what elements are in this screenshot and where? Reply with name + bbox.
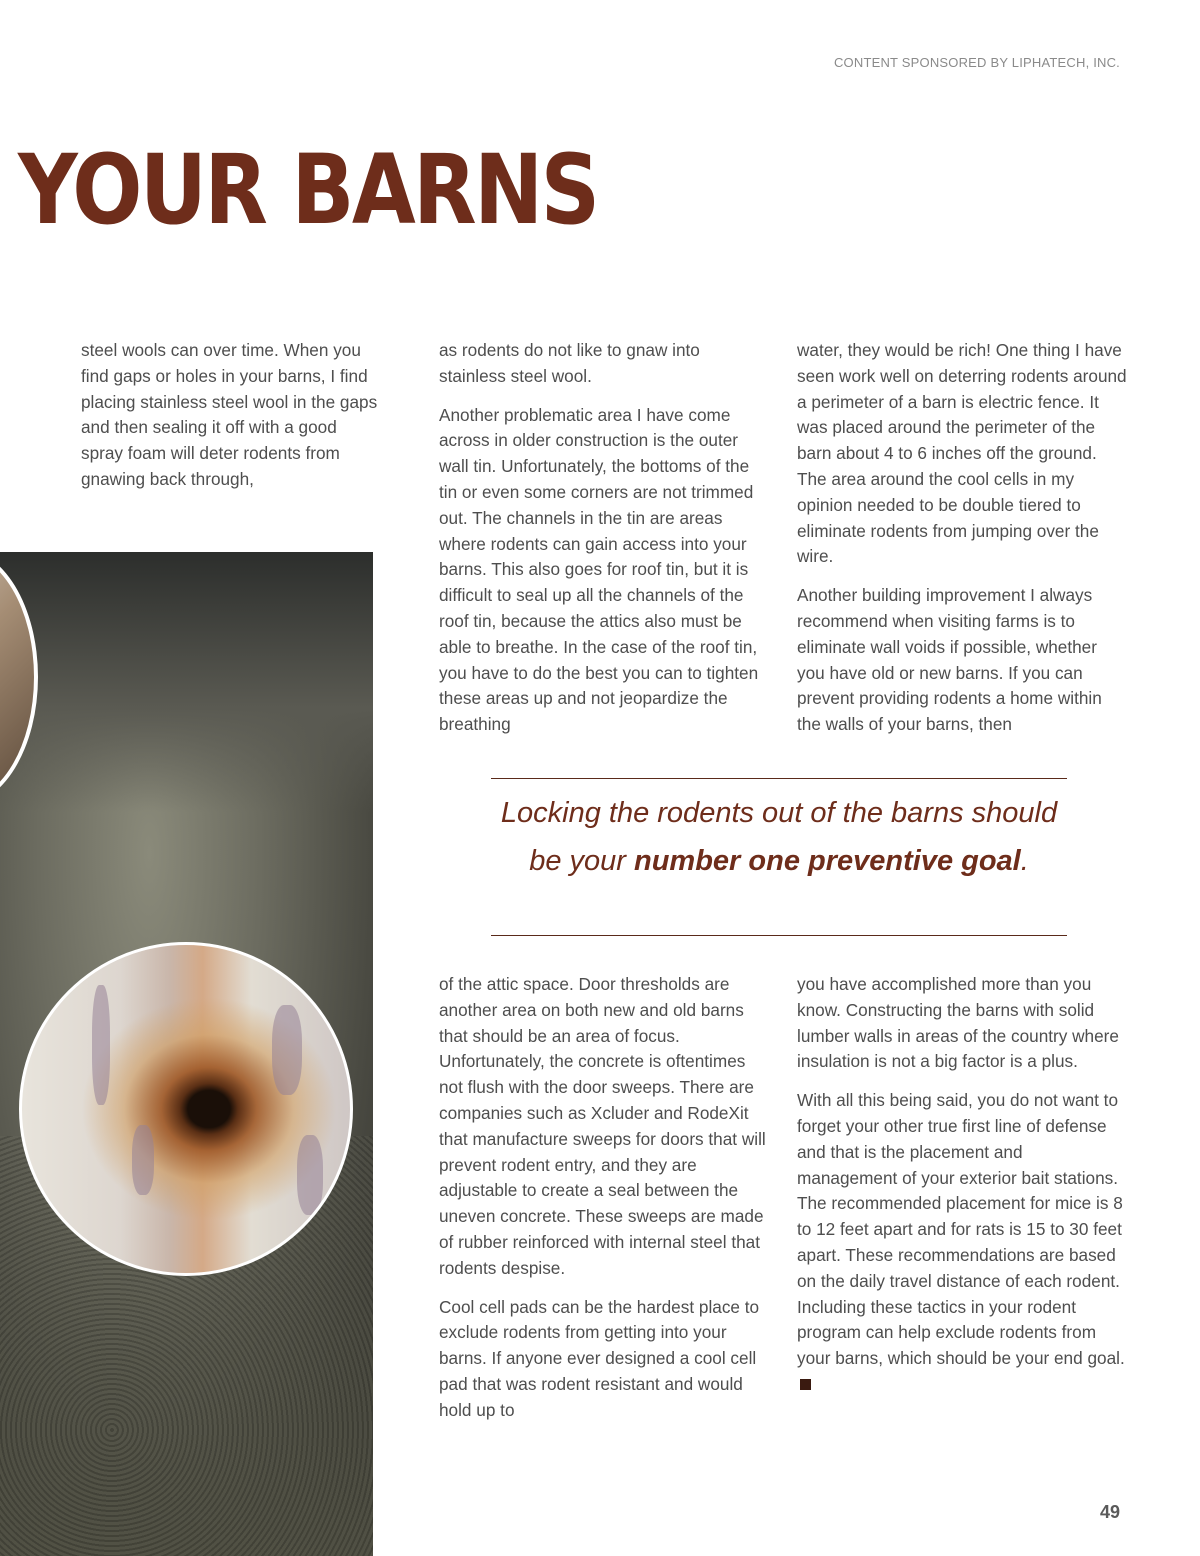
paragraph-last <box>797 1088 1127 1398</box>
page-number: 49 <box>1099 1502 1120 1522</box>
column-3-top <box>797 338 1127 751</box>
pull-quote <box>491 778 1067 936</box>
paragraph: Another building improvement I always recommend when visiting farms is to eliminate wall voids if possible, whether you have old or new barns. If you can prevent providing rodents a home within the walls of your barns, then <box>797 585 1102 735</box>
paragraph: Another problematic area I have come across in older construction is the outer wall tin. Unfortunately, the bottoms of the tin or even some corners are not trimmed out. The channels in the tin are areas where rodents can gain access into your barns. This also goes for roof tin, but it is difficult to seal up all the channels of the roof tin, because the attics also must be able to breathe. In the case of the roof tin, you have to do the best you can to tighten these areas up and not jeopardize the breathing <box>439 404 759 735</box>
column-2-top <box>439 338 769 751</box>
pull-quote-end: . <box>1020 845 1029 877</box>
paragraph: as rodents do not like to gnaw into stainless steel wool. <box>439 340 700 386</box>
paint-streak <box>297 1135 323 1215</box>
page-headline: YOUR BARNS <box>18 134 598 246</box>
paint-streak <box>132 1125 154 1195</box>
column-1-top <box>81 338 381 506</box>
pull-quote-text: Locking the rodents out of the barns should be your <box>500 797 1058 877</box>
end-mark-icon <box>800 1379 811 1390</box>
paragraph: you have accomplished more than you know. Constructing the barns with solid lumber walls in areas of the country where insulation is not a big factor is a plus. <box>797 974 1119 1072</box>
paragraph: steel wools can over time. When you find gaps or holes in your barns, I find placing stainless steel wool in the gaps and then sealing it off with a good spray foam will deter rodents from gnawing back through, <box>81 340 378 489</box>
paragraph: of the attic space. Door thresholds are another area on both new and old barns that should be an area of focus. Unfortunately, the concrete is oftentimes not flush with the door sweeps. There are companies such as Xcluder and RodeXit that manufacture sweeps for doors that will prevent rodent entry, and they are adjustable to create a seal between the uneven concrete. These sweeps are made of rubber reinforced with internal steel that rodents despise. <box>439 974 766 1278</box>
gnawed-hole-inset-photo <box>19 942 353 1276</box>
pull-quote-emphasis: number one preventive goal <box>633 845 1021 877</box>
column-3-bottom <box>797 972 1127 1411</box>
column-2-bottom <box>439 972 769 1437</box>
sponsor-credit: CONTENT SPONSORED BY LIPHATECH, INC. <box>833 55 1120 70</box>
paragraph: Cool cell pads can be the hardest place to exclude rodents from getting into your barns. If anyone ever designed a cool cell pad that was rodent resistant and would hold up to <box>439 1296 760 1420</box>
paint-streak <box>272 1005 302 1095</box>
paragraph-text: With all this being said, you do not want to forget your other true first line of defense and that is the placement and management of your exterior bait stations. The recommended placement for mice is 8 to 12 feet apart and for rats is 15 to 30 feet apart. These recommendations are based on the daily travel distance of each rodent. Including these tactics in your rodent program can help exclude rodents from your barns, which should be your end goal. <box>797 1090 1125 1369</box>
paint-streak <box>92 985 110 1105</box>
paragraph: water, they would be rich! One thing I have seen work well on deterring rodents around a perimeter of a barn is electric fence. It was placed around the perimeter of the barn about 4 to 6 inches off the ground. The area around the cool cells in my opinion needed to be double tiered to eliminate rodents from jumping over the wire. <box>797 340 1127 567</box>
